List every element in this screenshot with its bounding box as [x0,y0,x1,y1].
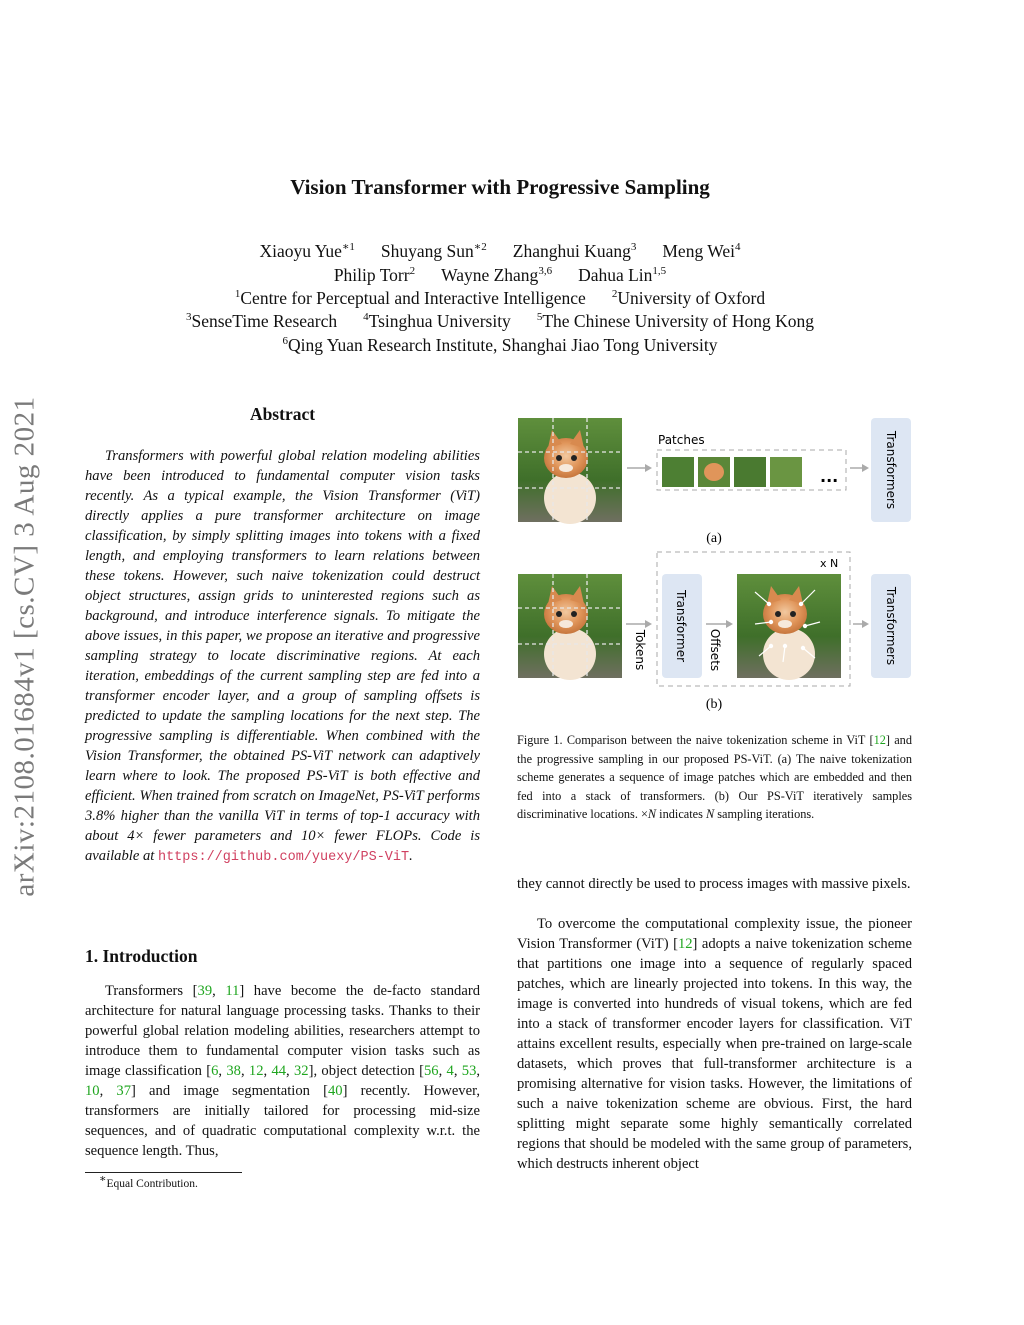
affiliation-0 [283,335,718,355]
iteration-label: x N [820,557,839,570]
citation-link[interactable]: 44 [271,1063,287,1079]
code-link[interactable]: https://github.com/yuexy/PS-ViT [157,850,410,865]
citation-link[interactable]: 40 [327,1083,343,1099]
affiliation-line-2 [0,311,1000,332]
author-superscript: 4 [735,241,741,254]
author-name: Shuyang Sun [380,241,474,261]
affiliation-name: Centre for Perceptual and Interactive Intelligence [240,288,586,308]
patch-4 [770,457,802,487]
figure-1 [515,410,915,720]
text-run: ] and the progressive sampling in our proposed PS-ViT. (a) The naive tokenization scheme generates a sequence of image patches which are embedded and then fed into a stack of transformers. (b) Our PS-ViT iteratively samples discriminative locations. × [517,733,912,821]
text-run: , [453,1063,462,1079]
affiliation-0 [186,311,337,331]
affiliation-1 [612,288,765,308]
abstract-heading: Abstract [249,404,316,424]
affiliation-name: Tsinghua University [368,311,511,331]
footnote-divider [85,1172,242,1173]
author-superscript: 3,6 [538,265,553,278]
math-symbol: N [647,807,657,821]
text-run: ] have become the de-facto standard architecture for natural language processing tasks. Thanks to their powerful global relation modeling abilities, researchers attempt to introduce them to fundamental computer vision tasks such as image classification [ [85,983,480,1079]
text-run: , [476,1063,481,1079]
citation-link[interactable]: 12 [873,733,886,747]
affiliation-superscript: 2 [611,288,618,301]
author-line-2 [0,265,1000,286]
citation-link[interactable]: 37 [116,1083,132,1099]
citation-link[interactable]: 32 [294,1063,309,1079]
author-line-1 [0,241,1000,262]
affiliation-1 [363,311,511,331]
author-superscript: 2 [409,265,416,278]
tokens-label: Tokens [633,629,647,671]
affiliation-2 [537,311,814,331]
text-run: ] adopts a naive tokenization scheme that partitions one image into a sequence of regularly spaced patches, which are linearly projected into tokens. In this way, the image is converted into hundreds of visual tokens, which are fed into a stack of transformer encoder layers for classification. ViT attains excellent results, especially when pre-trained on large-scale datasets, which proves that full-transformer architecture is a promising alternative for vision tasks. However, the limitations of such a naive tokenization scheme are obvious. First, the hard splitting might separate some highly semantically correlated regions that should be modeled with the same group of parameters, which destructs inherent object [517,936,912,1172]
patches-label: Patches [658,433,705,447]
citation-link[interactable]: 12 [248,1063,264,1079]
affiliation-superscript: 3 [185,311,192,324]
subfigure-label-b: (b) [705,697,723,712]
text-run: To overcome the computational complexity issue, the pioneer Vision Transformer (ViT) [ [517,916,912,952]
text-run: indicates [656,807,706,821]
affiliation-name: Qing Yuan Research Institute, Shanghai Jiao Tong University [288,335,718,355]
patch-3 [734,457,766,487]
figure-1-caption [517,731,912,824]
right-column-paragraph-2 [517,914,912,1174]
footnote-mark: ∗ [99,1173,107,1186]
abstract-body [85,446,480,868]
affiliation-name: University of Oxford [617,288,766,308]
affiliation-superscript: 6 [282,335,289,348]
author-name: Meng Wei [662,241,736,261]
text-run: , [99,1083,117,1099]
citation-link[interactable]: 39 [197,983,213,999]
introduction-paragraph [85,981,480,1161]
figure-1a-panel [518,418,911,546]
author-superscript: 3 [630,241,637,254]
affiliation-line-1 [0,288,1000,309]
patch-1 [662,457,694,487]
citation-link[interactable]: 53 [461,1063,477,1079]
paper-title: Vision Transformer with Progressive Sampling [290,175,710,199]
affiliation-name: The Chinese University of Hong Kong [542,311,815,331]
arxiv-identifier-stamp: arXiv:2108.01684v1 [cs.CV] 3 Aug 2021 [8,396,41,897]
text-run: , [218,1063,227,1079]
author-3 [662,241,740,261]
author-name: Dahua Lin [578,265,653,285]
author-superscript: ∗1 [341,241,355,254]
author-0 [334,265,415,285]
author-name: Zhanghui Kuang [512,241,631,261]
transformers-label-a: Transformers [884,430,898,510]
text-run: , [212,983,226,999]
abstract-end: . [409,848,413,864]
citation-link[interactable]: 12 [677,936,693,952]
author-2 [513,241,637,261]
footnote [85,1173,480,1190]
author-1 [441,265,552,285]
author-superscript: ∗2 [473,241,487,254]
transformer-label: Transformer [674,589,688,663]
patches-ellipsis: ... [820,467,839,486]
text-run: Figure 1. Comparison between the naive tokenization scheme in ViT [ [517,733,874,747]
affiliation-name: SenseTime Research [191,311,338,331]
text-run: Transformers [ [105,983,198,999]
offsets-label: Offsets [708,628,722,672]
abstract-text: Transformers with powerful global relation modeling abilities have been introduced to fundamental computer vision tasks recently. As a typical example, the Vision Transformer (ViT) directly applies a pure transformer architecture on image classification, by simply splitting images into tokens with a fixed length, and employing transformers to learn relations between these tokens. However, such naive tokenization could destruct object structures, assign grids to uninterested regions such as background, and introduce interference signals. To mitigate the above issues, in this paper, we propose an iterative and progressive sampling strategy to locate discriminative regions. At each iteration, embeddings of the current sampling step are fed into a transformer encoder layer, and a group of sampling offsets is predicted to update the sampling locations for the next step. The progressive sampling is differentiable. When combined with the Vision Transformer, the obtained PS-ViT network can adaptively learn where to look. The proposed PS-ViT is both effective and efficient. When trained from scratch on ImageNet, PS-ViT performs 3.8% higher than the vanilla ViT in terms of top-1 accuracy with about 4× fewer parameters and 10× fewer FLOPs. Code is available at [85,448,480,864]
citation-link[interactable]: 10 [85,1083,100,1099]
text-run: ] recently. However, transformers are initially tailored for processing mid-size sequences, and of quadratic computational complexity w.r.t. the sequence length. Thus, [85,1083,481,1159]
author-2 [578,265,666,285]
author-0 [259,241,354,261]
transformers-label-b: Transformers [884,586,898,666]
affiliation-0 [235,288,586,308]
text-run: ] and image segmentation [ [131,1083,328,1099]
author-1 [381,241,487,261]
affiliation-superscript: 5 [536,311,543,324]
citation-link[interactable]: 4 [446,1063,454,1079]
text-run: , [438,1063,447,1079]
footnote-text: Equal Contribution. [106,1178,198,1190]
section-heading-introduction: 1. Introduction [85,946,198,966]
author-name: Wayne Zhang [441,265,539,285]
subfigure-label-a: (a) [706,531,722,546]
text-run: ], object detection [ [308,1063,424,1079]
author-name: Xiaoyu Yue [259,241,342,261]
author-name: Philip Torr [333,265,410,285]
text-run: , [286,1063,294,1079]
affiliation-superscript: 4 [363,311,369,324]
text-run: , [263,1063,272,1079]
affiliation-line-3 [0,335,1000,356]
figure-1b-panel [518,552,911,712]
citation-link[interactable]: 38 [226,1063,241,1079]
text-run: sampling iterations. [714,807,815,821]
citation-link[interactable]: 11 [225,983,240,999]
cat-image-a [518,418,622,524]
cat-image-b [518,574,622,680]
citation-link[interactable]: 6 [211,1063,219,1079]
affiliation-superscript: 1 [234,288,241,301]
text-run: , [240,1063,249,1079]
math-symbol: N [705,807,715,821]
cat-image-sampled [737,574,841,680]
right-column-paragraph-1: they cannot directly be used to process images with massive pixels. [517,876,911,892]
citation-link[interactable]: 56 [424,1063,439,1079]
author-superscript: 1,5 [652,265,667,278]
